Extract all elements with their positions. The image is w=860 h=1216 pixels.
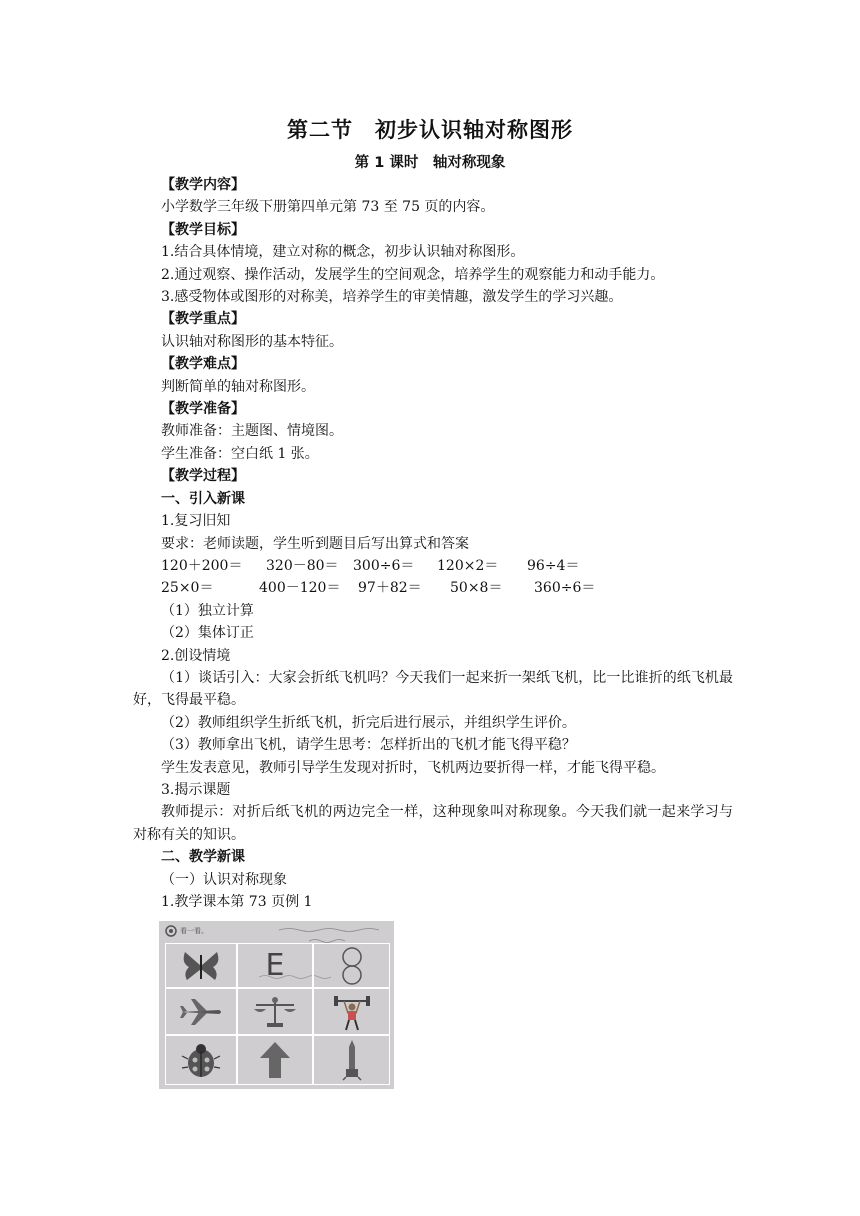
- grid-cell-arrow: [237, 1035, 313, 1085]
- grid-cell-butterfly: [165, 943, 237, 988]
- section-heading-content: 【教学内容】: [161, 177, 245, 193]
- section-heading-preparation: 【教学准备】: [161, 401, 245, 418]
- textbook-figure: [159, 921, 394, 1089]
- grid-cell-rocket: [313, 1035, 390, 1085]
- butterfly-icon: [181, 949, 221, 983]
- reveal-heading: 3.揭示课题: [161, 781, 231, 798]
- difficulty-text: 判断简单的轴对称图形。: [161, 378, 315, 395]
- lesson-subtitle: 第 1 课时 轴对称现象: [354, 155, 506, 171]
- calc-item: 400－120＝: [259, 580, 341, 597]
- grid-cell-letter: [237, 943, 313, 988]
- letter-e: E: [265, 948, 285, 983]
- calc-item: 320－80＝: [266, 557, 339, 574]
- grid-cell-ladybug: [165, 1035, 237, 1085]
- grid-cell-weightlifter: [313, 988, 390, 1035]
- figure-eight-icon: [339, 946, 365, 986]
- prep-teacher: 教师准备：主题图、情境图。: [161, 423, 343, 440]
- scene-heading: 2.创设情境: [161, 647, 231, 664]
- rocket-icon: [340, 1039, 364, 1081]
- calc-item: 50×8＝: [450, 580, 503, 597]
- sub-1-heading: （一）认识对称现象: [161, 871, 287, 888]
- goal-3: 3.感受物体或图形的对称美，培养学生的审美情趣，激发学生的学习兴趣。: [161, 289, 623, 306]
- weightlifter-icon: [332, 993, 372, 1031]
- content-text: 小学数学三年级下册第四单元第 73 至 75 页的内容。: [161, 199, 495, 216]
- key-text: 认识轴对称图形的基本特征。: [161, 333, 343, 350]
- calc-item: 96÷4＝: [527, 557, 580, 574]
- review-requirement: 要求：老师读题，学生听到题目后写出算式和答案: [161, 535, 469, 552]
- section-heading-process: 【教学过程】: [161, 468, 245, 485]
- section-heading-difficulty: 【教学难点】: [161, 356, 245, 373]
- goal-2: 2.通过观察、操作活动，发展学生的空间观念，培养学生的观察能力和动手能力。: [161, 266, 665, 283]
- calc-row-2: [133, 577, 733, 599]
- scene-4: 学生发表意见，教师引导学生发现对折时，飞机两边要折得一样，才能飞得平稳。: [161, 759, 665, 776]
- airplane-icon: [179, 997, 223, 1027]
- review-heading: 1.复习旧知: [161, 513, 231, 530]
- badge-label: 看一看。: [180, 927, 208, 935]
- step-b: （2）集体订正: [161, 625, 254, 642]
- grid-cell-balance: [237, 988, 313, 1035]
- step-a: （1）独立计算: [161, 602, 254, 619]
- page-title: 第二节 初步认识轴对称图形: [287, 118, 573, 142]
- calc-item: 120×2＝: [437, 557, 499, 574]
- grid-cell-eight: [313, 943, 390, 988]
- calc-item: 300÷6＝: [353, 557, 415, 574]
- calc-item: 97＋82＝: [358, 580, 422, 597]
- goal-1: 1.结合具体情境，建立对称的概念，初步认识轴对称图形。: [161, 244, 525, 261]
- arrow-up-icon: [258, 1040, 292, 1080]
- calc-row-1: [133, 555, 733, 577]
- part-2-heading: 二、教学新课: [161, 849, 245, 866]
- scene-3: （3）教师拿出飞机，请学生思考：怎样折出的飞机才能飞得平稳？: [161, 737, 576, 754]
- ladybug-icon: [181, 1041, 221, 1079]
- calc-item: 360÷6＝: [534, 580, 596, 597]
- example-heading: 1.教学课本第 73 页例 1: [161, 894, 313, 910]
- balance-scale-icon: [252, 995, 298, 1029]
- section-heading-key: 【教学重点】: [161, 311, 245, 328]
- part-1-heading: 一、引入新课: [161, 490, 245, 507]
- scene-1: （1）谈话引入：大家会折纸飞机吗？今天我们一起来折一架纸飞机，比一比谁折的纸飞机最好，飞得最平稳。: [133, 669, 733, 709]
- calc-item: 120＋200＝: [161, 557, 243, 574]
- scene-2: （2）教师组织学生折纸飞机，折完后进行展示，并组织学生评价。: [161, 714, 576, 731]
- lesson-body: [133, 174, 733, 913]
- section-heading-goals: 【教学目标】: [161, 221, 245, 238]
- calc-item: 25×0＝: [161, 580, 214, 597]
- reveal-text: 教师提示：对折后纸飞机的两边完全一样，这种现象叫对称现象。今天我们就一起来学习与对称有关的知识。: [133, 804, 733, 843]
- grid-cell-airplane: [165, 988, 237, 1035]
- prep-student: 学生准备：空白纸 1 张。: [161, 445, 319, 462]
